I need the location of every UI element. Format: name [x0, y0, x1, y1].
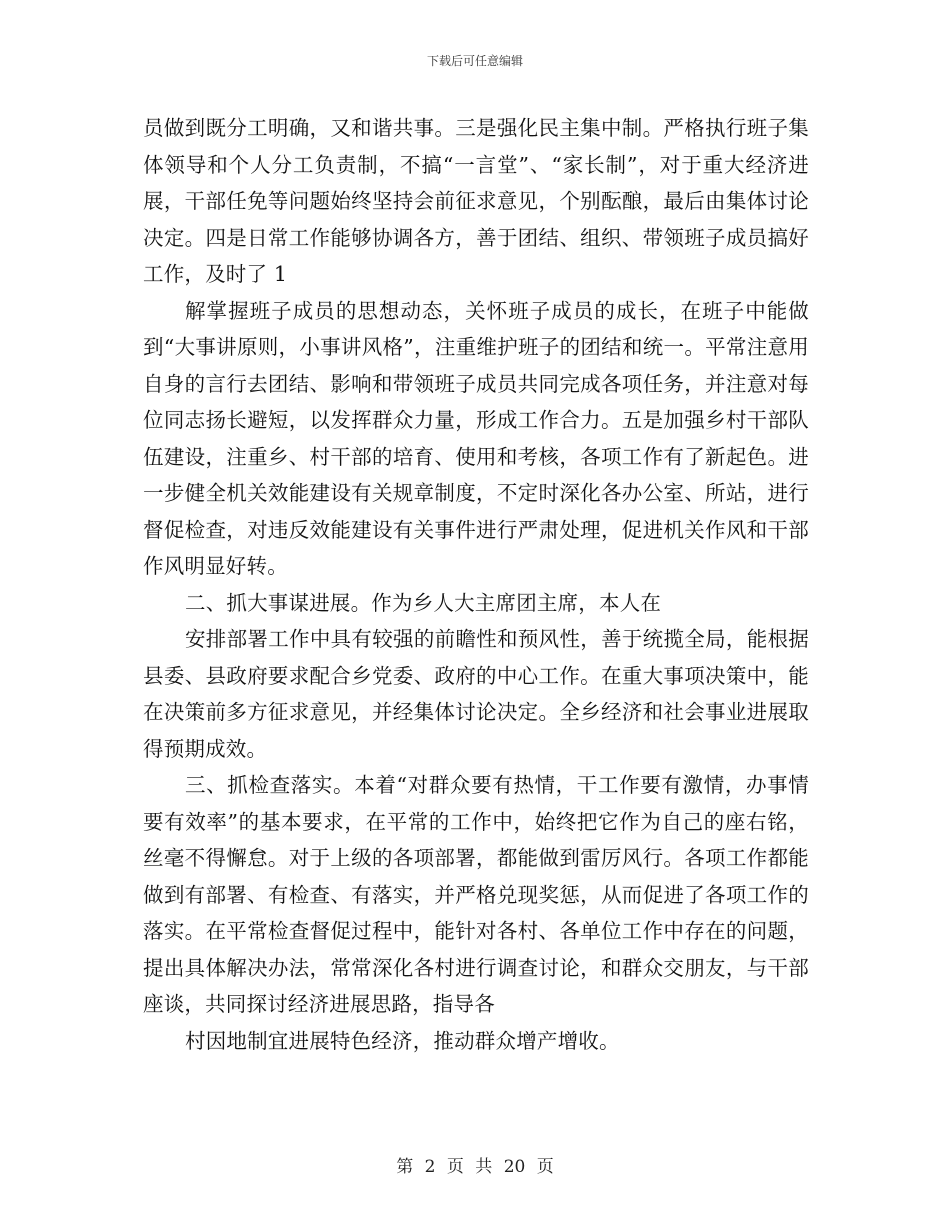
- paragraph-5: 三、抓检查落实。本着“对群众要有热情，干工作要有激情，办事情要有效率”的基本要求，在平常的工作中，始终把它作为自己的座右铭，丝毫不得懈怠。对于上级的各项部署，都能做到雷厉风行。各项工作都能做到有部署、有检查、有落实，并严格兑现奖惩，从而促进了各项工作的落实。在平常检查督促过程中，能针对各村、各单位工作中存在的问题，提出具体解决办法，常常深化各村进行调查讨论，和群众交朋友，与干部座谈，共同探讨经济进展思路，指导各: [143, 773, 809, 1016]
- paragraph-3: 二、抓大事谋进展。作为乡人大主席团主席，本人在: [185, 590, 662, 615]
- document-body: [143, 110, 809, 1059]
- paragraph-1: 员做到既分工明确，又和谐共事。三是强化民主集中制。严格执行班子集体领导和个人分工负责制，不搞“一言堂”、“家长制”，对于重大经济进展，干部任免等问题始终坚持会前征求意见，个别酝酿，最后由集体讨论决定。四是日常工作能够协调各方，善于团结、组织、带领班子成员搞好工作，及时了 1: [143, 116, 809, 286]
- page-footer: 第 2 页 共 20 页: [396, 1157, 554, 1177]
- paragraph-6: 村因地制宜进展特色经济，推动群众增产增收。: [185, 1028, 620, 1053]
- paragraph-2: 解掌握班子成员的思想动态，关怀班子成员的成长，在班子中能做到“大事讲原则，小事讲风格”，注重维护班子的团结和统一。平常注意用自身的言行去团结、影响和带领班子成员共同完成各项任务，并注意对每位同志扬长避短，以发挥群众力量，形成工作合力。五是加强乡村干部队伍建设，注重乡、村干部的培育、使用和考核，各项工作有了新起色。进一步健全机关效能建设有关规章制度，不定时深化各办公室、所站，进行督促检查，对违反效能建设有关事件进行严肃处理，促进机关作风和干部作风明显好转。: [143, 298, 809, 578]
- page-header: 下载后可任意编辑: [426, 54, 523, 68]
- paragraph-4: 安排部署工作中具有较强的前瞻性和预风性，善于统揽全局，能根据县委、县政府要求配合乡党委、政府的中心工作。在重大事项决策中，能在决策前多方征求意见，并经集体讨论决定。全乡经济和社会事业进展取得预期成效。: [143, 627, 809, 761]
